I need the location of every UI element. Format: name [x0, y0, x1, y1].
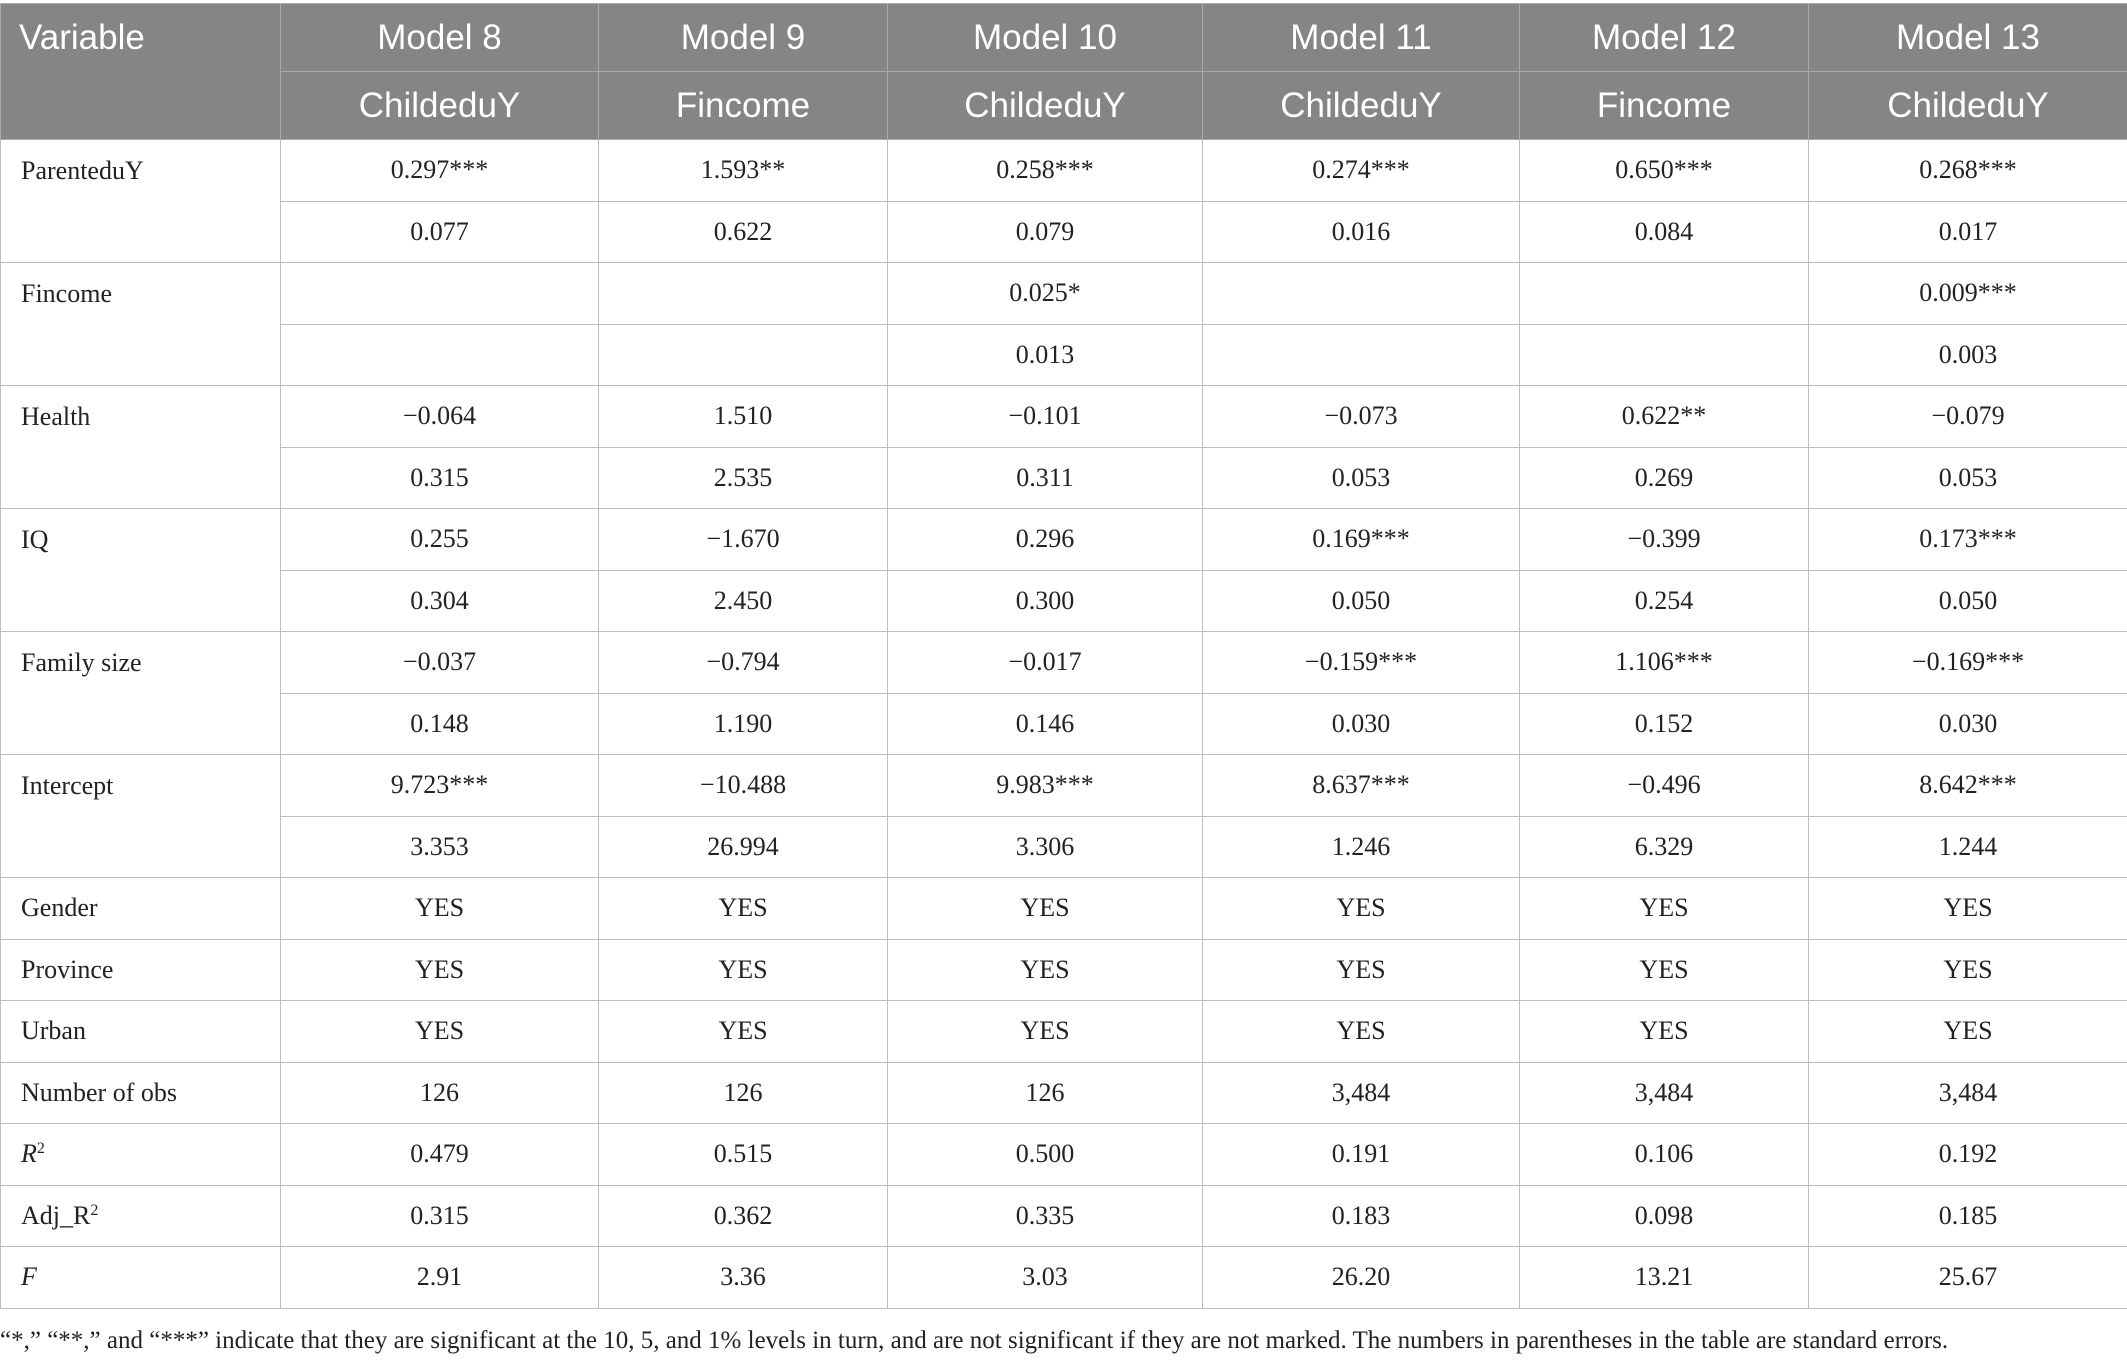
se-cell	[1203, 324, 1520, 386]
row-label: ParenteduY	[1, 140, 281, 263]
table-row-intercept-coef	[1, 755, 2127, 817]
table-row-health-se	[1, 447, 2127, 509]
table-row-gender	[1, 878, 2127, 940]
header-row-dependents	[1, 72, 2127, 140]
coef-cell: −0.794	[599, 632, 888, 694]
coef-cell: 0.268***	[1809, 140, 2127, 202]
header-model: Model 11	[1203, 4, 1520, 72]
header-dependent: ChildeduY	[281, 72, 599, 140]
header-variable: Variable	[1, 4, 281, 140]
table-row-iq-se	[1, 570, 2127, 632]
value-cell: 3,484	[1809, 1062, 2127, 1124]
coef-cell: −0.017	[888, 632, 1203, 694]
value-cell: YES	[1520, 939, 1809, 1001]
value-cell: 2.91	[281, 1247, 599, 1309]
value-cell: 126	[888, 1062, 1203, 1124]
value-cell: 0.515	[599, 1124, 888, 1186]
coef-cell: 0.173***	[1809, 509, 2127, 571]
value-cell: YES	[888, 939, 1203, 1001]
coef-cell: −0.169***	[1809, 632, 2127, 694]
se-cell: 2.535	[599, 447, 888, 509]
value-cell: YES	[281, 939, 599, 1001]
table-row-family-size-coef	[1, 632, 2127, 694]
header-row-models	[1, 4, 2127, 72]
coef-cell: 0.274***	[1203, 140, 1520, 202]
row-label: Health	[1, 386, 281, 509]
se-cell: 0.146	[888, 693, 1203, 755]
se-cell	[1520, 324, 1809, 386]
table-row-family-size-se	[1, 693, 2127, 755]
value-cell: 0.185	[1809, 1185, 2127, 1247]
value-cell: 0.106	[1520, 1124, 1809, 1186]
se-cell: 3.353	[281, 816, 599, 878]
se-cell: 0.050	[1809, 570, 2127, 632]
value-cell: YES	[1520, 1001, 1809, 1063]
se-cell: 0.315	[281, 447, 599, 509]
se-cell: 0.030	[1809, 693, 2127, 755]
coef-cell: 0.169***	[1203, 509, 1520, 571]
row-label: Family size	[1, 632, 281, 755]
value-cell: YES	[1809, 1001, 2127, 1063]
coef-cell: −0.159***	[1203, 632, 1520, 694]
coef-cell: −0.037	[281, 632, 599, 694]
row-label: IQ	[1, 509, 281, 632]
coef-cell: 0.296	[888, 509, 1203, 571]
value-cell: YES	[888, 1001, 1203, 1063]
table-row-parenteduy-coef	[1, 140, 2127, 202]
table-footnote: “*,” “**,” and “***” indicate that they are significant at the 10, 5, and 1% levels in turn, and are not significant if they are not marked. The numbers in parentheses in the table are standard errors.	[0, 1327, 1949, 1354]
header-dependent: ChildeduY	[1809, 72, 2127, 140]
table-row-parenteduy-se	[1, 201, 2127, 263]
value-cell: 3.36	[599, 1247, 888, 1309]
value-cell: YES	[888, 878, 1203, 940]
value-cell: 3,484	[1203, 1062, 1520, 1124]
se-cell: 0.016	[1203, 201, 1520, 263]
coef-cell: 8.642***	[1809, 755, 2127, 817]
se-cell: 1.190	[599, 693, 888, 755]
value-cell: YES	[281, 878, 599, 940]
value-cell: YES	[1809, 939, 2127, 1001]
se-cell: 0.084	[1520, 201, 1809, 263]
coef-cell: 1.510	[599, 386, 888, 448]
value-cell: YES	[281, 1001, 599, 1063]
se-cell: 1.244	[1809, 816, 2127, 878]
table-row-province	[1, 939, 2127, 1001]
coef-cell: −0.496	[1520, 755, 1809, 817]
coef-cell	[599, 263, 888, 325]
table-row-nobs	[1, 1062, 2127, 1124]
row-label: Urban	[1, 1001, 281, 1063]
coef-cell: 1.593**	[599, 140, 888, 202]
table-row-fincome-se	[1, 324, 2127, 386]
coef-cell: −0.073	[1203, 386, 1520, 448]
value-cell: 0.192	[1809, 1124, 2127, 1186]
se-cell: 2.450	[599, 570, 888, 632]
coef-cell: −0.064	[281, 386, 599, 448]
value-cell: 0.183	[1203, 1185, 1520, 1247]
value-cell: 126	[599, 1062, 888, 1124]
row-label	[1, 1247, 281, 1309]
se-cell: 0.053	[1203, 447, 1520, 509]
header-model: Model 9	[599, 4, 888, 72]
value-cell: 3.03	[888, 1247, 1203, 1309]
se-cell: 0.254	[1520, 570, 1809, 632]
value-cell: 3,484	[1520, 1062, 1809, 1124]
se-cell: 0.003	[1809, 324, 2127, 386]
se-cell: 3.306	[888, 816, 1203, 878]
value-cell: 126	[281, 1062, 599, 1124]
se-cell: 0.152	[1520, 693, 1809, 755]
table-body	[1, 140, 2127, 1309]
header-dependent: Fincome	[1520, 72, 1809, 140]
header-model: Model 10	[888, 4, 1203, 72]
se-cell: 0.030	[1203, 693, 1520, 755]
se-cell: 0.311	[888, 447, 1203, 509]
se-cell: 0.622	[599, 201, 888, 263]
value-cell: YES	[599, 1001, 888, 1063]
se-cell: 0.304	[281, 570, 599, 632]
se-cell: 0.050	[1203, 570, 1520, 632]
value-cell: 0.479	[281, 1124, 599, 1186]
table-row-r2	[1, 1124, 2127, 1186]
header-dependent: ChildeduY	[888, 72, 1203, 140]
header-model: Model 13	[1809, 4, 2127, 72]
coef-cell: 0.025*	[888, 263, 1203, 325]
r2-label-sup: 2	[36, 1140, 45, 1158]
table-header	[1, 4, 2127, 140]
regression-table	[0, 3, 2127, 1309]
value-cell: 0.191	[1203, 1124, 1520, 1186]
se-cell: 0.148	[281, 693, 599, 755]
se-cell: 0.017	[1809, 201, 2127, 263]
se-cell: 0.053	[1809, 447, 2127, 509]
coef-cell: 1.106***	[1520, 632, 1809, 694]
se-cell: 1.246	[1203, 816, 1520, 878]
se-cell	[599, 324, 888, 386]
coef-cell: 8.637***	[1203, 755, 1520, 817]
value-cell: YES	[1520, 878, 1809, 940]
se-cell	[281, 324, 599, 386]
se-cell: 0.013	[888, 324, 1203, 386]
row-label: Intercept	[1, 755, 281, 878]
value-cell: 26.20	[1203, 1247, 1520, 1309]
coef-cell	[1520, 263, 1809, 325]
value-cell: 0.315	[281, 1185, 599, 1247]
se-cell: 0.077	[281, 201, 599, 263]
row-label: Gender	[1, 878, 281, 940]
row-label	[1, 1185, 281, 1247]
table-row-f	[1, 1247, 2127, 1309]
table-row-fincome-coef	[1, 263, 2127, 325]
coef-cell: −0.101	[888, 386, 1203, 448]
table-row-urban	[1, 1001, 2127, 1063]
table-row-iq-coef	[1, 509, 2127, 571]
value-cell: 13.21	[1520, 1247, 1809, 1309]
coef-cell: 0.297***	[281, 140, 599, 202]
coef-cell: −0.399	[1520, 509, 1809, 571]
coef-cell: −1.670	[599, 509, 888, 571]
adj-r2-label-sup: 2	[90, 1201, 99, 1219]
f-label-text: F	[21, 1262, 37, 1292]
value-cell: 0.362	[599, 1185, 888, 1247]
coef-cell: 0.650***	[1520, 140, 1809, 202]
coef-cell	[281, 263, 599, 325]
value-cell: YES	[1203, 939, 1520, 1001]
value-cell: YES	[1203, 1001, 1520, 1063]
value-cell: 0.500	[888, 1124, 1203, 1186]
header-model: Model 12	[1520, 4, 1809, 72]
coef-cell: 0.622**	[1520, 386, 1809, 448]
coef-cell: 0.255	[281, 509, 599, 571]
header-model: Model 8	[281, 4, 599, 72]
header-dependent: ChildeduY	[1203, 72, 1520, 140]
table-row-adj-r2	[1, 1185, 2127, 1247]
coef-cell: 0.258***	[888, 140, 1203, 202]
value-cell: 25.67	[1809, 1247, 2127, 1309]
row-label: Province	[1, 939, 281, 1001]
se-cell: 26.994	[599, 816, 888, 878]
value-cell: YES	[599, 939, 888, 1001]
value-cell: 0.098	[1520, 1185, 1809, 1247]
coef-cell: 0.009***	[1809, 263, 2127, 325]
se-cell: 0.300	[888, 570, 1203, 632]
coef-cell: 9.723***	[281, 755, 599, 817]
r2-label-text: R	[21, 1139, 37, 1169]
value-cell: YES	[1809, 878, 2127, 940]
header-dependent: Fincome	[599, 72, 888, 140]
se-cell: 6.329	[1520, 816, 1809, 878]
coef-cell: 9.983***	[888, 755, 1203, 817]
se-cell: 0.079	[888, 201, 1203, 263]
row-label: Fincome	[1, 263, 281, 386]
table-row-intercept-se	[1, 816, 2127, 878]
se-cell: 0.269	[1520, 447, 1809, 509]
row-label	[1, 1124, 281, 1186]
row-label: Number of obs	[1, 1062, 281, 1124]
value-cell: YES	[599, 878, 888, 940]
coef-cell	[1203, 263, 1520, 325]
value-cell: 0.335	[888, 1185, 1203, 1247]
coef-cell: −10.488	[599, 755, 888, 817]
coef-cell: −0.079	[1809, 386, 2127, 448]
value-cell: YES	[1203, 878, 1520, 940]
adj-r2-label-text: Adj_R	[21, 1200, 91, 1230]
table-row-health-coef	[1, 386, 2127, 448]
